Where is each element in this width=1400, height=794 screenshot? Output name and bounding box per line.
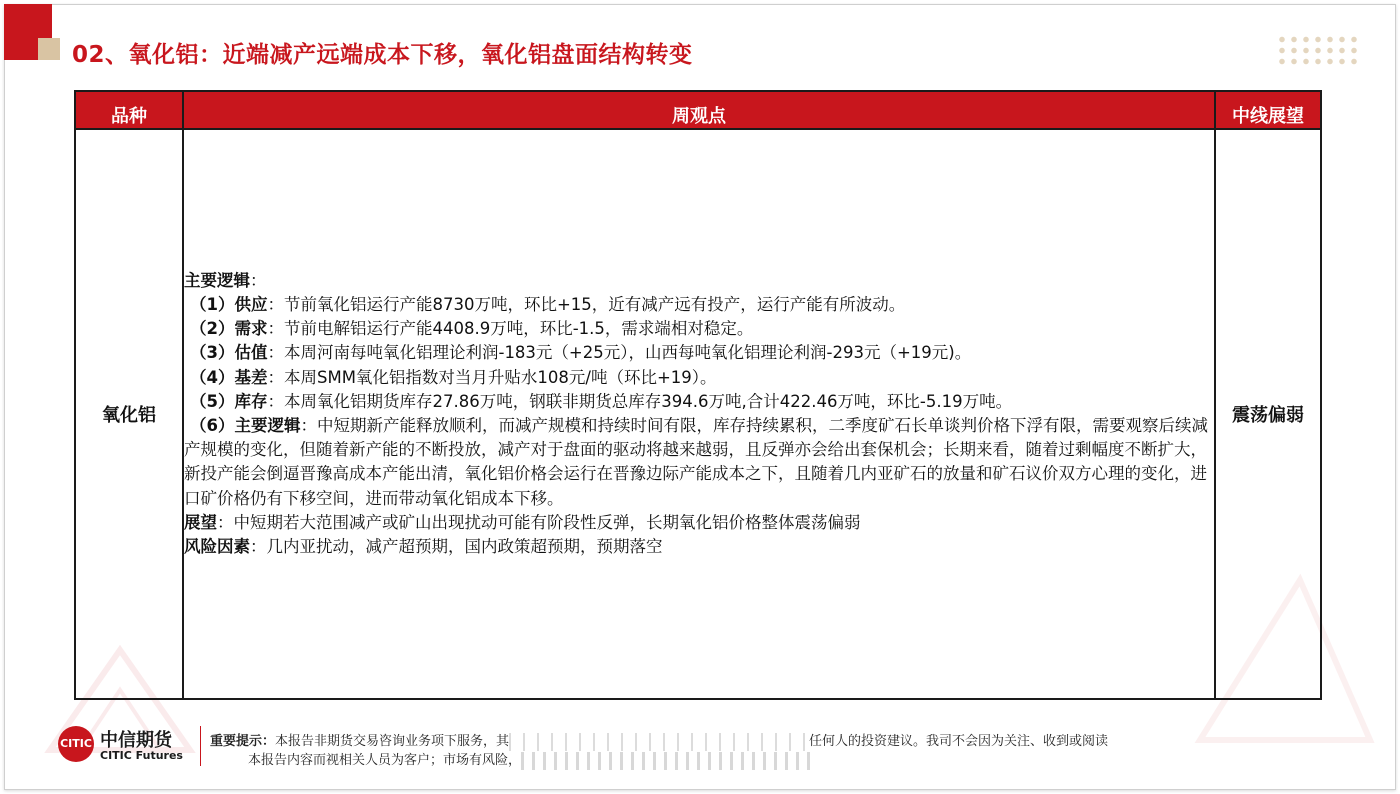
disclaimer-line-2 [210, 751, 1200, 770]
logic-item-inventory [184, 390, 1214, 414]
table-header-row [75, 91, 1321, 129]
logic-item-label: （5）库存 [190, 391, 268, 411]
logic-item-basis [184, 366, 1214, 390]
risk-text: ：几内亚扰动，减产超预期，国内政策超预期，预期落空 [250, 537, 663, 557]
disclaimer-text-c: 本报告内容而视相关人员为客户；市场有风险， [248, 753, 522, 768]
header-weekly-view: 周观点 [183, 91, 1215, 129]
decorative-dot-grid [1276, 34, 1360, 68]
logo-mark: CITIC [58, 726, 94, 762]
citic-futures-logo [58, 724, 198, 768]
redaction-bar [509, 733, 809, 751]
logic-item-main [184, 414, 1214, 511]
redaction-bar [521, 752, 811, 770]
logic-item-label: （2）需求 [190, 319, 268, 339]
logic-item-text: ：本周SMM氧化铝指数对当月升贴水108元/吨（环比+19）。 [267, 367, 717, 387]
disclaimer-label: 重要提示： [210, 734, 276, 749]
outlook-label: 展望 [184, 512, 217, 532]
logic-item-label: （1）供应 [190, 294, 268, 314]
weekly-view-text [184, 269, 1214, 559]
corner-accent-beige [38, 38, 60, 60]
logic-item-demand [184, 317, 1214, 341]
disclaimer-line-1 [210, 732, 1200, 751]
logic-item-label: （6）主要逻辑 [190, 416, 301, 435]
logic-item-text: ：本周河南每吨氧化铝理论利润-183元（+25元），山西每吨氧化铝理论利润-293元（+19元)。 [267, 343, 972, 363]
table-row [75, 129, 1321, 699]
logic-item-text: ：本周氧化铝期货库存27.86万吨，钢联非期货总库存394.6万吨,合计422.46万吨，环比-5.19万吨。 [267, 391, 1013, 411]
footer-divider [200, 726, 201, 766]
main-logic-label: 主要逻辑 [184, 270, 250, 290]
logic-item-label: （4）基差 [190, 367, 268, 387]
outlook-cell: 震荡偏弱 [1215, 129, 1321, 699]
page-title: 02、氧化铝：近端减产远端成本下移，氧化铝盘面结构转变 [72, 42, 693, 68]
logic-item-supply [184, 293, 1214, 317]
risk-line [184, 535, 1214, 559]
risk-label: 风险因素 [184, 537, 250, 557]
outlook-line [184, 511, 1214, 535]
weekly-view-cell [183, 129, 1215, 699]
disclaimer-text-a: 本报告非期货交易咨询业务项下服务，其 [275, 734, 510, 749]
weekly-view-table [74, 90, 1322, 700]
disclaimer [210, 732, 1200, 770]
disclaimer-text-b: 任何人的投资建议。我司不会因为关注、收到或阅读 [809, 734, 1109, 749]
main-logic-colon: ： [250, 270, 267, 290]
logic-item-text: ：中短期新产能释放顺利，而减产规模和持续时间有限，库存持续累积，二季度矿石长单谈判价格下浮有限，需要观察后续减产规模的变化，但随着新产能的不断投放，减产对于盘面的驱动将越来越弱，且反弹亦会给出套保机会；长期来看，随着过剩幅度不断扩大，新投产能会倒逼晋豫高成本产能出清，氧化铝价格会运行在晋豫边际产能成本之下，且随着几内亚矿石的放量和矿石议价双方心理的变化，进口矿价格仍有下移空间，进而带动氧化铝成本下移。 [184, 416, 1208, 508]
logic-item-text: ：节前电解铝运行产能4408.9万吨，环比-1.5，需求端相对稳定。 [267, 319, 754, 339]
logo-text-en: CITIC Futures [100, 749, 183, 762]
logo-text-cn: 中信期货 [100, 730, 172, 751]
logic-item-valuation [184, 341, 1214, 365]
outlook-text: ：中短期若大范围减产或矿山出现扰动可能有阶段性反弹，长期氧化铝价格整体震荡偏弱 [217, 512, 861, 532]
logic-item-label: （3）估值 [190, 343, 268, 363]
logic-item-text: ：节前氧化铝运行产能8730万吨，环比+15，近有减产远有投产，运行产能有所波动。 [267, 294, 906, 314]
header-midterm-outlook: 中线展望 [1215, 91, 1321, 129]
main-logic-heading [184, 269, 1214, 293]
header-variety: 品种 [75, 91, 183, 129]
variety-cell: 氧化铝 [75, 129, 183, 699]
